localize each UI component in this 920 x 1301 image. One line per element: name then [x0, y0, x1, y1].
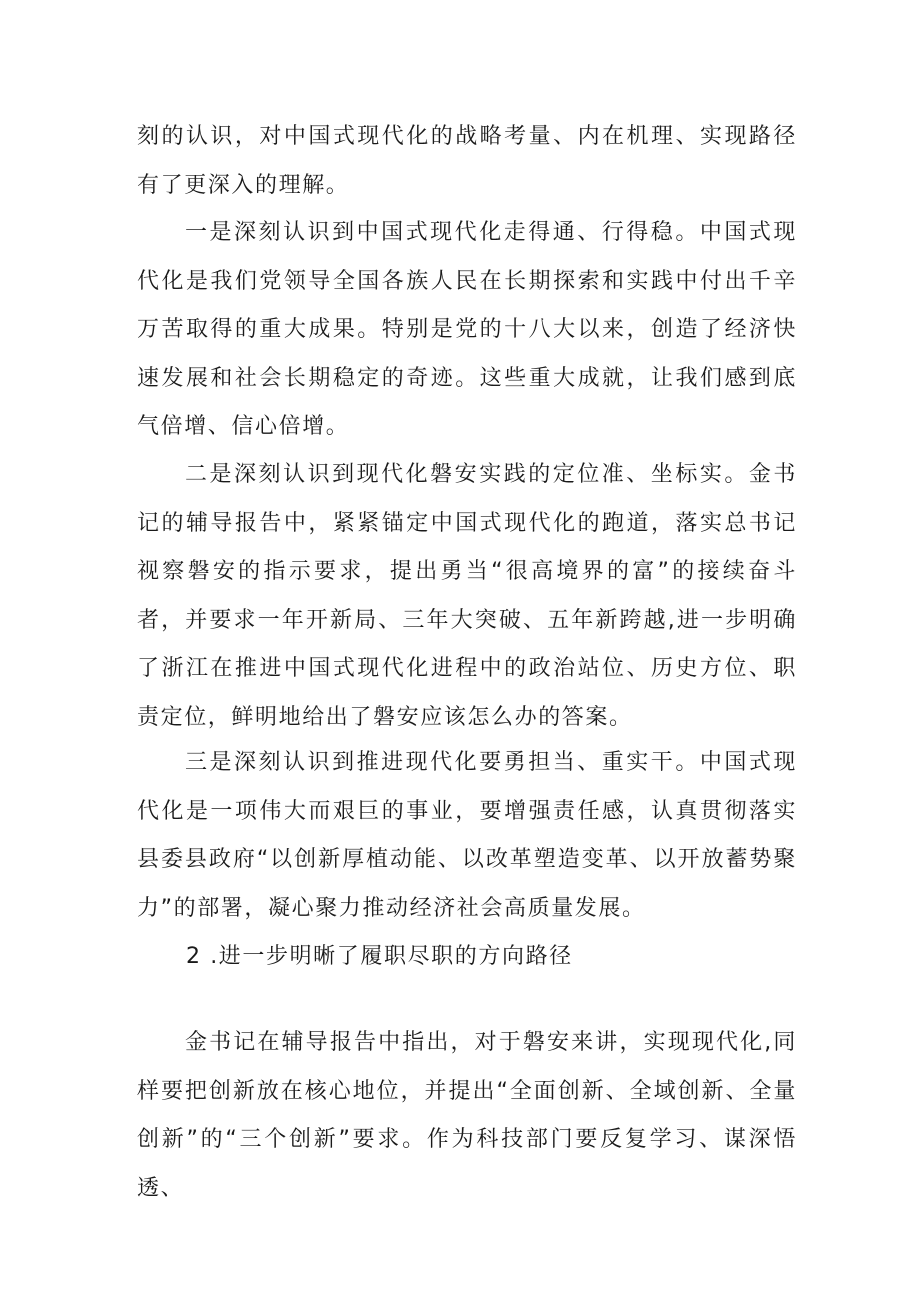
- paragraph-point-two: 二是深刻认识到现代化磐安实践的定位准、坐标实。金书记的辅导报告中，紧紧锚定中国式现代化的跑道，落实总书记视察磐安的指示要求，提出勇当“很高境界的富”的接续奋斗者，并要求一年开新局、三年大突破、五年新跨越,进一步明确了浙江在推进中国式现代化进程中的政治站位、历史方位、职责定位，鲜明地给出了磐安应该怎么办的答案。: [137, 462, 797, 730]
- section-heading: 2 .进一步明晰了履职尽职的方向路径: [186, 944, 573, 969]
- paragraph-point-one: 一是深刻认识到中国式现代化走得通、行得稳。中国式现代化是我们党领导全国各族人民在长期探索和实践中付出千辛万苦取得的重大成果。特别是党的十八大以来，创造了经济快速发展和社会长期稳定的奇迹。这些重大成就，让我们感到底气倍增、信心倍增。: [137, 220, 797, 439]
- paragraph-section-body: 金书记在辅导报告中指出，对于磐安来讲，实现现代化,同样要把创新放在核心地位，并提出“全面创新、全域创新、全量创新”的“三个创新”要求。作为科技部门要反复学习、谋深悟透、: [137, 1030, 797, 1201]
- paragraph-continuation: 刻的认识，对中国式现代化的战略考量、内在机理、实现路径有了更深入的理解。: [137, 124, 797, 198]
- paragraph-point-three: 三是深刻认识到推进现代化要勇担当、重实干。中国式现代化是一项伟大而艰巨的事业，要增强责任感，认真贯彻落实县委县政府“以创新厚植动能、以改革塑造变革、以开放蓄势聚力”的部署，凝心聚力推动经济社会高质量发展。: [137, 750, 797, 921]
